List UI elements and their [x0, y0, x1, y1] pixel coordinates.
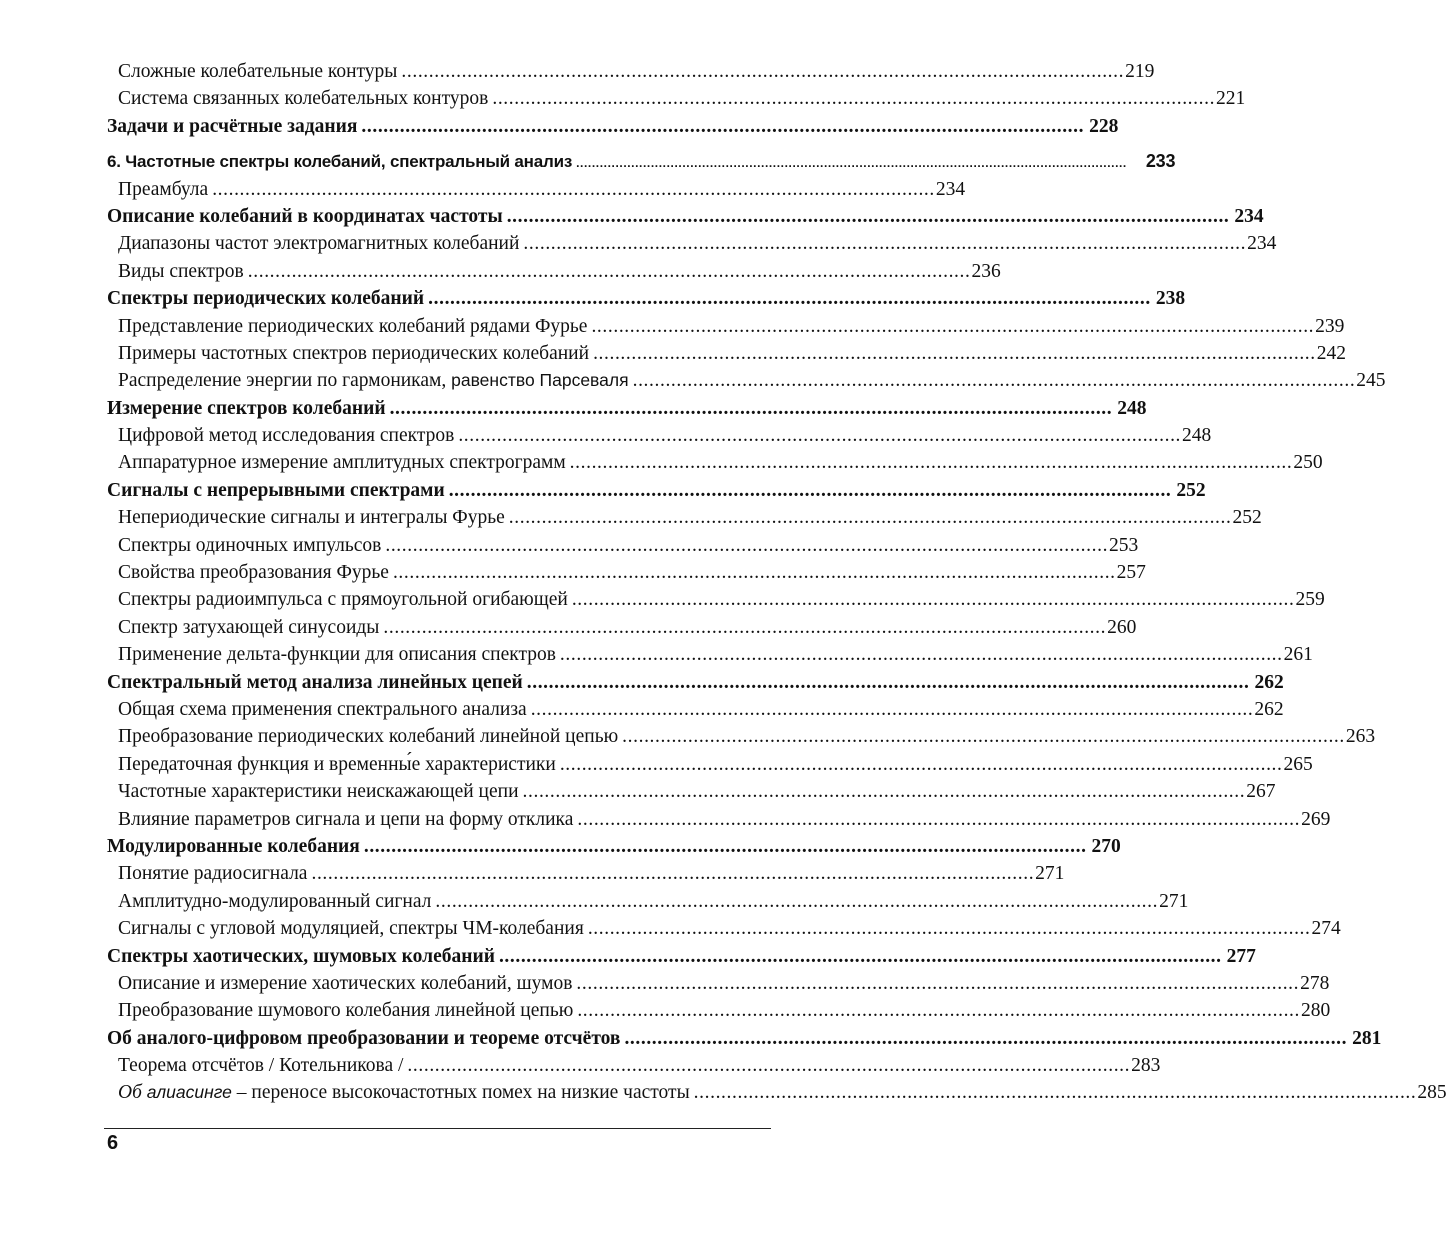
leader-dots: ....................................................................................................................................	[448, 479, 1172, 501]
leader-dots: ....................................................................................................................................	[311, 863, 1035, 885]
toc-entry[interactable]	[107, 449, 1323, 476]
toc-section[interactable]	[107, 113, 1119, 140]
leader-dots: ....................................................................................................................................	[506, 205, 1230, 227]
toc-section-title: Задачи и расчётные задания	[107, 115, 358, 137]
toc-entry[interactable]	[107, 915, 1341, 942]
toc-entry[interactable]	[107, 696, 1284, 723]
leader-dots: ....................................................................................................................................	[212, 178, 935, 200]
toc-entry-page: 269	[1301, 808, 1331, 830]
toc-section-title: Измерение спектров колебаний	[107, 397, 386, 419]
leader-dots: ....................................................................................................................................	[435, 890, 1159, 912]
toc-entry-title: Сигналы с угловой модуляцией, спектры ЧМ-колебания	[118, 918, 584, 940]
toc-entry[interactable]	[107, 778, 1276, 805]
toc-section-page: 262	[1254, 671, 1284, 693]
toc-entry-title: Описание и измерение хаотических колебаний, шумов	[118, 972, 573, 994]
toc-entry-page: 257	[1116, 562, 1146, 584]
toc-section-page: 270	[1091, 835, 1121, 857]
leader-dots: ....................................................................................................................................	[458, 425, 1182, 447]
toc-entry-page: 245	[1356, 370, 1386, 392]
leader-dots: ....................................................................................................................................	[389, 397, 1113, 419]
toc-entry[interactable]	[107, 860, 1065, 887]
leader-dots: ....................................................................................................................................	[498, 945, 1222, 967]
toc-entry-page: 271	[1159, 890, 1189, 912]
toc-chapter[interactable]	[107, 148, 1176, 175]
toc-entry-page: 265	[1283, 753, 1313, 775]
toc-entry-page: 285	[1417, 1082, 1447, 1104]
toc-entry[interactable]	[107, 58, 1155, 85]
toc-entry[interactable]	[107, 230, 1277, 257]
toc-entry-title: Примеры частотных спектров периодических колебаний	[118, 342, 590, 364]
toc-entry[interactable]	[107, 997, 1331, 1024]
toc-entry-title: Система связанных колебательных контуров	[118, 88, 489, 110]
leader-dots: ....................................................................................................................................	[508, 507, 1232, 529]
toc-entry-title: Понятие радиосигнала	[118, 863, 308, 885]
leader-dots: ....................................................................................................................................	[363, 835, 1087, 857]
toc-entry[interactable]	[107, 586, 1325, 613]
toc-section-page: 238	[1155, 288, 1186, 310]
toc-entry-page: 267	[1246, 781, 1276, 803]
toc-entry[interactable]	[107, 367, 1386, 394]
toc-entry[interactable]	[107, 806, 1331, 833]
toc-entry-page: 260	[1107, 616, 1137, 638]
toc-entry[interactable]	[107, 970, 1330, 997]
toc-entry-page: 239	[1315, 315, 1345, 337]
page-number: 6	[107, 1132, 119, 1154]
toc-entry-title: Преамбула	[118, 178, 209, 200]
toc-entry[interactable]	[107, 340, 1347, 367]
toc-entry[interactable]	[107, 888, 1189, 915]
leader-dots: ....................................................................................................................................	[693, 1082, 1417, 1104]
toc-entry-page: 236	[971, 260, 1001, 282]
toc-section[interactable]	[107, 477, 1206, 504]
toc-entry-title: Общая схема применения спектрального анализа	[118, 698, 527, 720]
toc-section-page: 277	[1226, 945, 1256, 967]
toc-entry-title: Аппаратурное измерение амплитудных спектрограмм	[118, 452, 566, 474]
toc-section-page: 252	[1176, 479, 1206, 501]
toc-entry-page: 221	[1216, 88, 1246, 110]
toc-entry-title	[118, 367, 629, 394]
toc-entry-page: 250	[1293, 452, 1323, 474]
leader-dots: ....................................................................................................................................	[385, 534, 1109, 556]
toc-entry[interactable]	[107, 559, 1146, 586]
toc-section-page: 228	[1089, 115, 1119, 137]
toc-entry-page: 242	[1316, 342, 1347, 364]
toc-section-title: Спектры хаотических, шумовых колебаний	[107, 945, 495, 967]
toc-entry-page: 278	[1300, 972, 1330, 994]
toc-entry[interactable]	[107, 532, 1139, 559]
leader-dots: ....................................................................................................................................	[577, 1000, 1301, 1022]
toc-entry-page: 261	[1283, 644, 1313, 666]
toc-entry-title: Применение дельта-функции для описания спектров	[118, 644, 556, 666]
leader-dots: ....................................................................................................................................	[522, 781, 1246, 803]
toc-entry-title-italic: Об	[118, 1082, 147, 1104]
table-of-contents	[107, 58, 1447, 1107]
toc-section-title: Спектры периодических колебаний	[107, 288, 425, 310]
toc-entry-page: 274	[1311, 918, 1341, 940]
leader-dots: ....................................................................................................................................	[624, 1027, 1348, 1049]
leader-dots: ....................................................................................................................................	[577, 808, 1301, 830]
toc-entry-title: Амплитудно-модулированный сигнал	[118, 890, 432, 912]
toc-entry-page: 248	[1182, 425, 1212, 447]
leader-dots: ....................................................................................................................................	[576, 972, 1300, 994]
toc-entry-page: 280	[1301, 1000, 1331, 1022]
toc-entry-page: 263	[1345, 726, 1376, 748]
footer-rule	[104, 1128, 771, 1129]
toc-entry[interactable]	[107, 1079, 1447, 1106]
toc-entry[interactable]	[107, 176, 966, 203]
toc-entry-title: Свойства преобразования Фурье	[118, 562, 389, 584]
leader-dots: ....................................................................................................................................	[247, 260, 971, 282]
toc-entry-title: Теорема отсчётов / Котельникова /	[118, 1055, 404, 1077]
toc-entry[interactable]	[107, 313, 1345, 340]
leader-dots: ....................................................................................................................................	[383, 616, 1107, 638]
toc-section[interactable]	[107, 669, 1284, 696]
toc-entry-title: Непериодические сигналы и интегралы Фурье	[118, 507, 505, 529]
leader-dots: ....................................................................................................................................	[361, 115, 1085, 137]
toc-entry-page: 234	[935, 178, 966, 200]
toc-entry[interactable]	[107, 422, 1212, 449]
toc-entry-title: Виды спектров	[118, 260, 244, 282]
toc-entry-title: Представление периодических колебаний рядами Фурье	[118, 315, 588, 337]
toc-chapter-page: 233	[1145, 151, 1176, 172]
toc-entry-title	[118, 1079, 690, 1106]
toc-entry-title: Спектры радиоимпульса с прямоугольной огибающей	[118, 589, 568, 611]
toc-entry-title: Частотные характеристики неискажающей цепи	[118, 781, 519, 803]
toc-entry[interactable]	[107, 258, 1001, 285]
leader-dots: ....................................................................................................................................	[632, 370, 1356, 392]
toc-entry-title: Преобразование шумового колебания линейной цепью	[118, 1000, 574, 1022]
leader-dots: ....................................................................................................................................	[428, 288, 1151, 310]
toc-entry[interactable]	[107, 614, 1137, 641]
leader-dots: ....................................................................................................................................	[401, 61, 1125, 82]
toc-section[interactable]	[107, 395, 1147, 422]
toc-section-page: 281	[1352, 1027, 1382, 1049]
toc-entry-title-term: алиасинге	[146, 1082, 232, 1103]
leader-dots: ....................................................................................................................................	[492, 88, 1216, 110]
leader-dots: ....................................................................................................................................	[559, 753, 1283, 775]
toc-section[interactable]	[107, 203, 1264, 230]
leader-dots: ....................................................................................................................................	[526, 671, 1250, 693]
toc-entry-title: Преобразование периодических колебаний линейной цепью	[118, 726, 619, 748]
leader-dots: ....................................................................................................................................	[569, 452, 1293, 474]
toc-entry[interactable]	[107, 1052, 1161, 1079]
toc-entry-title: Спектр затухающей синусоиды	[118, 616, 380, 638]
toc-entry-title: Цифровой метод исследования спектров	[118, 425, 455, 447]
toc-entry-title: Диапазоны частот электромагнитных колебаний	[118, 233, 520, 255]
leader-dots: ....................................................................................................................................	[622, 726, 1345, 748]
leader-dots: ....................................................................................................................................	[392, 562, 1116, 584]
toc-entry-title-main: Распределение энергии по гармоникам,	[118, 370, 452, 392]
toc-entry-page: 252	[1232, 507, 1262, 529]
leader-dots: ....................................................................................................................................	[593, 342, 1316, 364]
toc-entry-page: 259	[1295, 589, 1325, 611]
leader-dots: ....................................................................................................................................	[571, 589, 1295, 611]
toc-entry[interactable]	[107, 723, 1376, 750]
leader-dots: ....................................................................................................................................	[523, 233, 1247, 255]
toc-section[interactable]	[107, 833, 1121, 860]
toc-section-title: Сигналы с непрерывными спектрами	[107, 479, 445, 501]
toc-section-title: Спектральный метод анализа линейных цепей	[107, 671, 523, 693]
toc-entry-title: Сложные колебательные контуры	[118, 61, 398, 82]
toc-entry-page: 219	[1125, 61, 1155, 82]
toc-entry[interactable]	[107, 504, 1262, 531]
toc-entry-title: Передаточная функция и временны́е характеристики	[118, 753, 556, 775]
toc-entry[interactable]	[107, 85, 1246, 112]
toc-section-page: 248	[1117, 397, 1147, 419]
leader-dots: ....................................................................................................................................	[559, 644, 1283, 666]
toc-entry-page: 271	[1035, 863, 1065, 885]
toc-entry-page: 253	[1109, 534, 1139, 556]
toc-entry[interactable]	[107, 751, 1313, 778]
leader-dots: ....................................................................................................................................	[407, 1055, 1131, 1077]
leader-dots: ....................................................................................................................................	[591, 315, 1315, 337]
toc-chapter-title: 6. Частотные спектры колебаний, спектральный анализ	[107, 152, 573, 172]
toc-section[interactable]	[107, 285, 1186, 312]
toc-entry-page: 234	[1247, 233, 1277, 255]
toc-section-title: Об аналого-цифровом преобразовании и теореме отсчётов	[107, 1027, 621, 1049]
toc-entry-title: Спектры одиночных импульсов	[118, 534, 382, 556]
toc-entry-title: Влияние параметров сигнала и цепи на форму отклика	[118, 808, 574, 830]
leader-dots: ............................................................................................................................................	[576, 156, 1127, 171]
toc-section[interactable]	[107, 943, 1256, 970]
toc-entry-page: 283	[1131, 1055, 1161, 1077]
toc-entry[interactable]	[107, 641, 1313, 668]
toc-entry-title-extra: равенство Парсеваля	[451, 370, 629, 391]
toc-section[interactable]	[107, 1025, 1382, 1052]
leader-dots: ....................................................................................................................................	[530, 698, 1254, 720]
toc-section-title: Описание колебаний в координатах частоты	[107, 205, 503, 227]
toc-section-title: Модулированные колебания	[107, 835, 360, 857]
leader-dots: ....................................................................................................................................	[587, 918, 1311, 940]
toc-entry-title-main: – переносе высокочастотных помех на низкие частоты	[231, 1082, 690, 1104]
toc-entry-page: 262	[1254, 698, 1284, 720]
toc-section-page: 234	[1234, 205, 1264, 227]
